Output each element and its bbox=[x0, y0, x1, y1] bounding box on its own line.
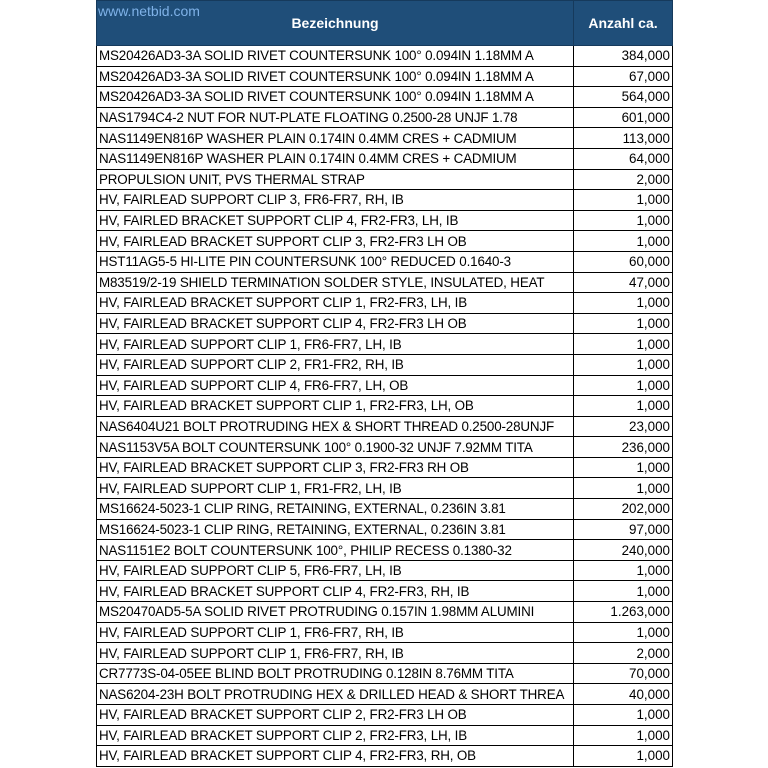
cell-anzahl: 236,000 bbox=[574, 437, 673, 458]
cell-bezeichnung: HST11AG5-5 HI-LITE PIN COUNTERSUNK 100° REDUCED 0.1640-3 bbox=[97, 251, 574, 272]
cell-anzahl: 47,000 bbox=[574, 272, 673, 293]
table-row bbox=[97, 313, 673, 334]
cell-anzahl: 70,000 bbox=[574, 663, 673, 684]
cell-anzahl: 1,000 bbox=[574, 354, 673, 375]
table-row bbox=[97, 684, 673, 705]
cell-anzahl: 384,000 bbox=[574, 46, 673, 67]
table-row bbox=[97, 107, 673, 128]
cell-anzahl: 564,000 bbox=[574, 87, 673, 108]
table-row bbox=[97, 354, 673, 375]
cell-bezeichnung: HV, FAIRLEAD BRACKET SUPPORT CLIP 2, FR2-FR3 LH OB bbox=[97, 705, 574, 726]
table-row bbox=[97, 499, 673, 520]
table-row bbox=[97, 437, 673, 458]
cell-bezeichnung: NAS1151E2 BOLT COUNTERSUNK 100°, PHILIP RECESS 0.1380-32 bbox=[97, 540, 574, 561]
cell-anzahl: 1,000 bbox=[574, 190, 673, 211]
cell-anzahl: 1,000 bbox=[574, 375, 673, 396]
cell-bezeichnung: MS20426AD3-3A SOLID RIVET COUNTERSUNK 100° 0.094IN 1.18MM A bbox=[97, 46, 574, 67]
table-row bbox=[97, 272, 673, 293]
header-row bbox=[97, 1, 673, 46]
table-row bbox=[97, 581, 673, 602]
cell-bezeichnung: NAS1149EN816P WASHER PLAIN 0.174IN 0.4MM CRES + CADMIUM bbox=[97, 128, 574, 149]
table-row bbox=[97, 169, 673, 190]
table-row bbox=[97, 148, 673, 169]
cell-bezeichnung: HV, FAIRLEAD BRACKET SUPPORT CLIP 4, FR2-FR3 LH OB bbox=[97, 313, 574, 334]
table-header bbox=[97, 1, 673, 46]
table-row bbox=[97, 540, 673, 561]
cell-anzahl: 1,000 bbox=[574, 622, 673, 643]
table-row bbox=[97, 46, 673, 67]
cell-bezeichnung: HV, FAIRLEAD BRACKET SUPPORT CLIP 1, FR2-FR3, LH, OB bbox=[97, 396, 574, 417]
cell-bezeichnung: HV, FAIRLEAD BRACKET SUPPORT CLIP 1, FR2-FR3, LH, IB bbox=[97, 293, 574, 314]
cell-anzahl: 97,000 bbox=[574, 519, 673, 540]
table-row bbox=[97, 293, 673, 314]
table-row bbox=[97, 375, 673, 396]
cell-anzahl: 67,000 bbox=[574, 66, 673, 87]
table-row bbox=[97, 705, 673, 726]
table-row bbox=[97, 519, 673, 540]
table-row bbox=[97, 66, 673, 87]
cell-anzahl: 23,000 bbox=[574, 416, 673, 437]
table-row bbox=[97, 416, 673, 437]
cell-anzahl: 1,000 bbox=[574, 705, 673, 726]
cell-anzahl: 40,000 bbox=[574, 684, 673, 705]
table-row bbox=[97, 478, 673, 499]
cell-anzahl: 1,000 bbox=[574, 396, 673, 417]
cell-bezeichnung: HV, FAIRLED BRACKET SUPPORT CLIP 4, FR2-FR3, LH, IB bbox=[97, 210, 574, 231]
cell-bezeichnung: HV, FAIRLEAD BRACKET SUPPORT CLIP 2, FR2-FR3, LH, IB bbox=[97, 725, 574, 746]
cell-anzahl: 1,000 bbox=[574, 478, 673, 499]
parts-table bbox=[96, 0, 673, 767]
cell-anzahl: 1,000 bbox=[574, 313, 673, 334]
parts-sheet bbox=[96, 0, 672, 767]
cell-anzahl: 240,000 bbox=[574, 540, 673, 561]
cell-bezeichnung: HV, FAIRLEAD SUPPORT CLIP 2, FR1-FR2, RH, IB bbox=[97, 354, 574, 375]
cell-bezeichnung: HV, FAIRLEAD SUPPORT CLIP 3, FR6-FR7, RH, IB bbox=[97, 190, 574, 211]
table-row bbox=[97, 231, 673, 252]
cell-bezeichnung: NAS1149EN816P WASHER PLAIN 0.174IN 0.4MM CRES + CADMIUM bbox=[97, 148, 574, 169]
cell-anzahl: 64,000 bbox=[574, 148, 673, 169]
watermark-text: www.netbid.com bbox=[98, 3, 200, 19]
cell-anzahl: 1,000 bbox=[574, 581, 673, 602]
header-bezeichnung: Bezeichnung bbox=[97, 1, 574, 46]
cell-anzahl: 1,000 bbox=[574, 334, 673, 355]
table-body bbox=[97, 46, 673, 767]
table-row bbox=[97, 457, 673, 478]
table-row bbox=[97, 190, 673, 211]
cell-anzahl: 2,000 bbox=[574, 643, 673, 664]
cell-bezeichnung: HV, FAIRLEAD SUPPORT CLIP 5, FR6-FR7, LH, IB bbox=[97, 560, 574, 581]
cell-anzahl: 2,000 bbox=[574, 169, 673, 190]
table-row bbox=[97, 602, 673, 623]
cell-anzahl: 1,000 bbox=[574, 231, 673, 252]
table-row bbox=[97, 396, 673, 417]
table-row bbox=[97, 643, 673, 664]
cell-bezeichnung: CR7773S-04-05EE BLIND BOLT PROTRUDING 0.128IN 8.76MM TITA bbox=[97, 663, 574, 684]
table-row bbox=[97, 746, 673, 767]
cell-bezeichnung: HV, FAIRLEAD SUPPORT CLIP 1, FR1-FR2, LH, IB bbox=[97, 478, 574, 499]
cell-bezeichnung: NAS6204-23H BOLT PROTRUDING HEX & DRILLED HEAD & SHORT THREA bbox=[97, 684, 574, 705]
cell-bezeichnung: MS16624-5023-1 CLIP RING, RETAINING, EXTERNAL, 0.236IN 3.81 bbox=[97, 519, 574, 540]
cell-anzahl: 60,000 bbox=[574, 251, 673, 272]
cell-bezeichnung: HV, FAIRLEAD BRACKET SUPPORT CLIP 4, FR2-FR3, RH, IB bbox=[97, 581, 574, 602]
cell-bezeichnung: MS16624-5023-1 CLIP RING, RETAINING, EXTERNAL, 0.236IN 3.81 bbox=[97, 499, 574, 520]
table-row bbox=[97, 251, 673, 272]
cell-bezeichnung: NAS1794C4-2 NUT FOR NUT-PLATE FLOATING 0.2500-28 UNJF 1.78 bbox=[97, 107, 574, 128]
cell-anzahl: 1,000 bbox=[574, 457, 673, 478]
table-row bbox=[97, 622, 673, 643]
cell-anzahl: 202,000 bbox=[574, 499, 673, 520]
cell-bezeichnung: HV, FAIRLEAD BRACKET SUPPORT CLIP 3, FR2-FR3 LH OB bbox=[97, 231, 574, 252]
cell-bezeichnung: HV, FAIRLEAD SUPPORT CLIP 1, FR6-FR7, RH, IB bbox=[97, 643, 574, 664]
table-row bbox=[97, 128, 673, 149]
cell-bezeichnung: HV, FAIRLEAD SUPPORT CLIP 1, FR6-FR7, LH, IB bbox=[97, 334, 574, 355]
cell-anzahl: 113,000 bbox=[574, 128, 673, 149]
cell-bezeichnung: MS20426AD3-3A SOLID RIVET COUNTERSUNK 100° 0.094IN 1.18MM A bbox=[97, 66, 574, 87]
cell-bezeichnung: NAS1153V5A BOLT COUNTERSUNK 100° 0.1900-32 UNJF 7.92MM TITA bbox=[97, 437, 574, 458]
cell-bezeichnung: NAS6404U21 BOLT PROTRUDING HEX & SHORT THREAD 0.2500-28UNJF bbox=[97, 416, 574, 437]
cell-bezeichnung: HV, FAIRLEAD SUPPORT CLIP 4, FR6-FR7, LH, OB bbox=[97, 375, 574, 396]
cell-bezeichnung: PROPULSION UNIT, PVS THERMAL STRAP bbox=[97, 169, 574, 190]
table-row bbox=[97, 87, 673, 108]
cell-bezeichnung: M83519/2-19 SHIELD TERMINATION SOLDER STYLE, INSULATED, HEAT bbox=[97, 272, 574, 293]
cell-bezeichnung: MS20426AD3-3A SOLID RIVET COUNTERSUNK 100° 0.094IN 1.18MM A bbox=[97, 87, 574, 108]
cell-anzahl: 1.263,000 bbox=[574, 602, 673, 623]
cell-anzahl: 1,000 bbox=[574, 560, 673, 581]
cell-anzahl: 1,000 bbox=[574, 746, 673, 767]
cell-bezeichnung: MS20470AD5-5A SOLID RIVET PROTRUDING 0.157IN 1.98MM ALUMINI bbox=[97, 602, 574, 623]
cell-anzahl: 1,000 bbox=[574, 293, 673, 314]
cell-anzahl: 1,000 bbox=[574, 725, 673, 746]
cell-bezeichnung: HV, FAIRLEAD SUPPORT CLIP 1, FR6-FR7, RH, IB bbox=[97, 622, 574, 643]
cell-bezeichnung: HV, FAIRLEAD BRACKET SUPPORT CLIP 4, FR2-FR3, RH, OB bbox=[97, 746, 574, 767]
table-row bbox=[97, 663, 673, 684]
cell-bezeichnung: HV, FAIRLEAD BRACKET SUPPORT CLIP 3, FR2-FR3 RH OB bbox=[97, 457, 574, 478]
cell-anzahl: 601,000 bbox=[574, 107, 673, 128]
table-row bbox=[97, 560, 673, 581]
header-anzahl: Anzahl ca. bbox=[574, 1, 673, 46]
cell-anzahl: 1,000 bbox=[574, 210, 673, 231]
table-row bbox=[97, 334, 673, 355]
table-row bbox=[97, 210, 673, 231]
table-row bbox=[97, 725, 673, 746]
